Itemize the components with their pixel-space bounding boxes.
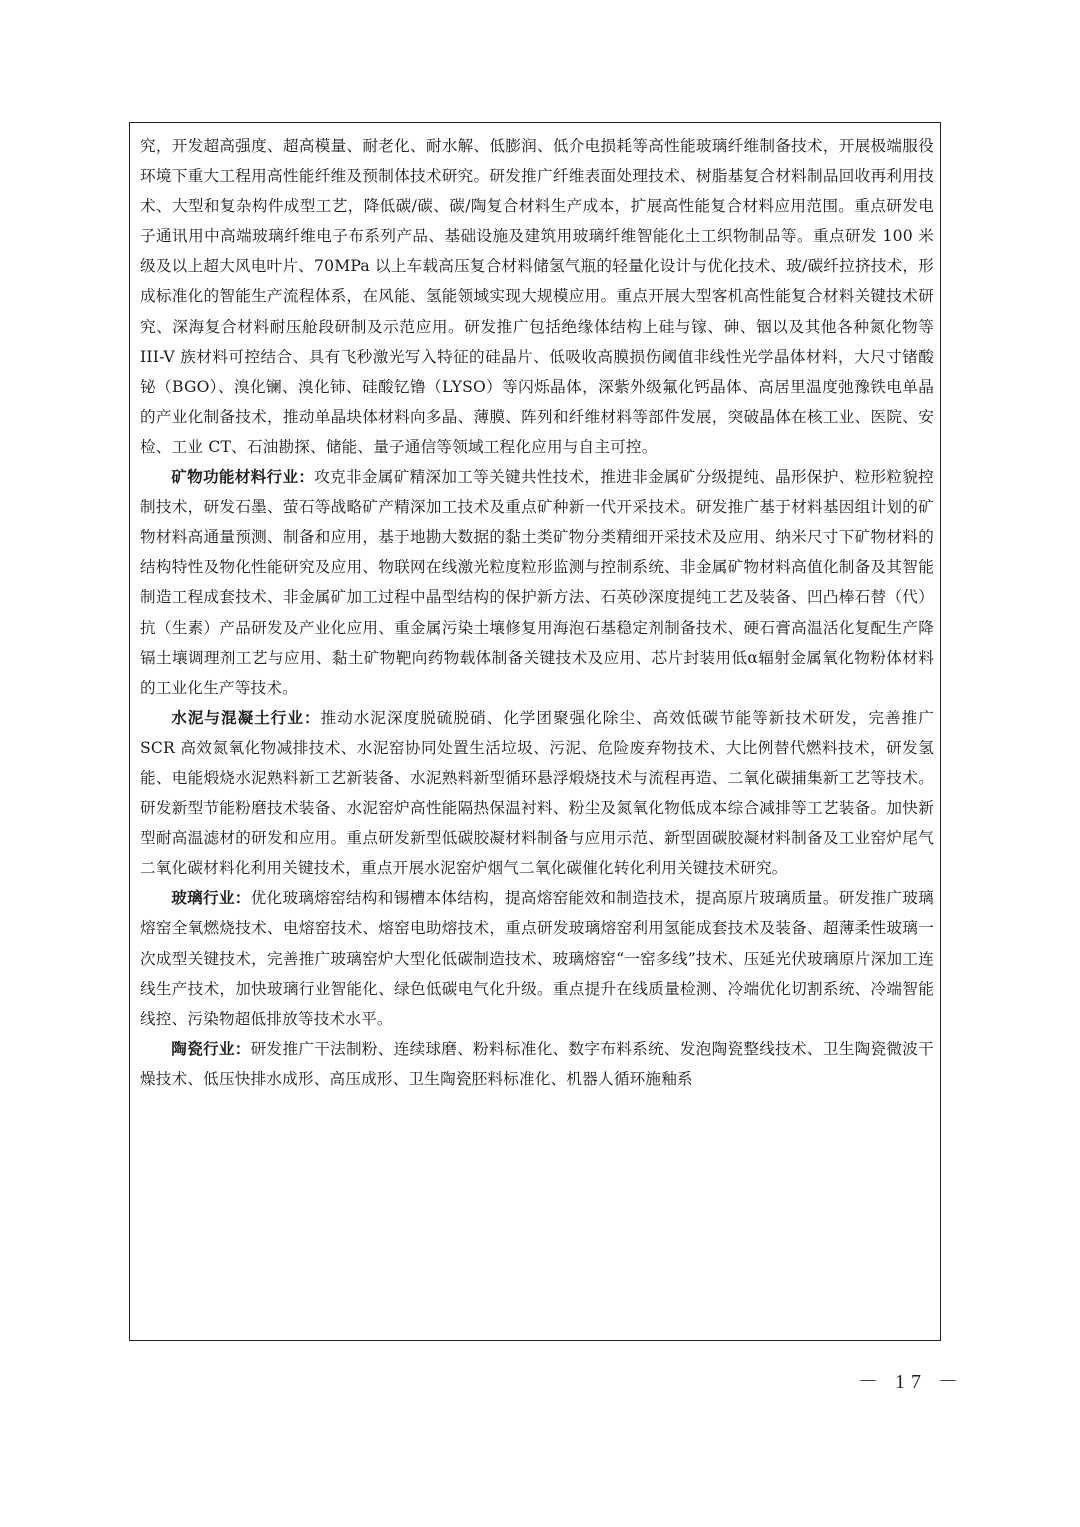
document-text-frame [129,122,941,1341]
paragraph-text: 推动水泥深度脱硫脱硝、化学团聚强化除尘、高效低碳节能等新技术研发，完善推广 SCR 高效氮氧化物减排技术、水泥窑协同处置生活垃圾、污泥、危险废弃物技术、大比例替代燃料技术，研发氢能、电能煅烧水泥熟料新工艺新装备、水泥熟料新型循环悬浮煅烧技术与流程再造、二氧化碳捕集新工艺等技术。研发新型节能粉磨技术装备、水泥窑炉高性能隔热保温衬料、粉尘及氮氧化物低成本综合减排等工艺装备。加快新型耐高温滤材的研发和应用。重点研发新型低碳胶凝材料制备与应用示范、新型固碳胶凝材料制备及工业窑炉尾气二氧化碳材料化利用关键技术，重点开展水泥窑炉烟气二氧化碳催化转化利用关键技术研究。 [140,708,934,878]
section-heading-mineral: 矿物功能材料行业： [171,468,315,487]
paragraph-text: 攻克非金属矿精深加工等关键共性技术，推进非金属矿分级提纯、晶形保护、粒形粒貌控制技术，研发石墨、萤石等战略矿产精深加工技术及重点矿种新一代开采技术。研发推广基于材料基因组计划的矿物材料高通量预测、制备和应用，基于地勘大数据的黏土类矿物分类精细开采技术及应用、纳米尺寸下矿物材料的结构特性及物化性能研究及应用、物联网在线激光粒度粒形监测与控制系统、非金属矿物材料高值化制备及其智能制造工程成套技术、非金属矿加工过程中晶型结构的保护新方法、石英砂深度提纯工艺及装备、凹凸棒石替（代）抗（生素）产品研发及产业化应用、重金属污染土壤修复用海泡石基稳定剂制备技术、硬石膏高温活化复配生产降镉土壤调理剂工艺与应用、黏土矿物靶向药物载体制备关键技术及应用、芯片封装用低α辐射金属氧化物粉体材料的工业化生产等技术。 [140,468,934,697]
page-number: － 17 － [858,1371,964,1393]
paragraph-mineral-materials [140,462,934,703]
paragraph-glass [140,883,934,1033]
section-heading-glass: 玻璃行业： [171,889,251,908]
paragraph-text: 优化玻璃熔窑结构和锡槽本体结构，提高熔窑能效和制造技术，提高原片玻璃质量。研发推广玻璃熔窑全氧燃烧技术、电熔窑技术、熔窑电助熔技术，重点研发玻璃熔窑利用氢能成套技术及装备、超薄柔性玻璃一次成型关键技术，完善推广玻璃窑炉大型化低碳制造技术、玻璃熔窑“一窑多线”技术、压延光伏玻璃原片深加工连线生产技术，加快玻璃行业智能化、绿色低碳电气化升级。重点提升在线质量检测、冷端优化切割系统、冷端智能线控、污染物超低排放等技术水平。 [140,889,934,1028]
paragraph-composites-crystals [140,131,934,462]
paragraph-cement-concrete [140,703,934,884]
paragraph-ceramics [140,1034,934,1094]
section-heading-ceramics: 陶瓷行业： [171,1039,251,1058]
paragraph-text: 研发推广干法制粉、连续球磨、粉料标准化、数字布料系统、发泡陶瓷整线技术、卫生陶瓷微波干燥技术、低压快排水成形、高压成形、卫生陶瓷胚料标准化、机器人循环施釉系 [140,1039,934,1088]
section-heading-cement: 水泥与混凝土行业： [171,708,321,727]
paragraph-text: 究，开发超高强度、超高模量、耐老化、耐水解、低膨润、低介电损耗等高性能玻璃纤维制备技术，开展极端服役环境下重大工程用高性能纤维及预制体技术研究。研发推广纤维表面处理技术、树脂基复合材料制品回收再利用技术、大型和复杂构件成型工艺，降低碳/碳、碳/陶复合材料生产成本，扩展高性能复合材料应用范围。重点研发电子通讯用中高端玻璃纤维电子布系列产品、基础设施及建筑用玻璃纤维智能化土工织物制品等。重点研发 100 米级及以上超大风电叶片、70MPa 以上车载高压复合材料储氢气瓶的轻量化设计与优化技术、玻/碳纤拉挤技术，形成标准化的智能生产流程体系，在风能、氢能领域实现大规模应用。重点开展大型客机高性能复合材料关键技术研究、深海复合材料耐压舱段研制及示范应用。研发推广包括绝缘体结构上硅与镓、砷、铟以及其他各种氮化物等 III-V 族材料可控结合、具有飞秒激光写入特征的硅晶片、低吸收高膜损伤阈值非线性光学晶体材料，大尺寸锗酸铋（BGO）、溴化镧、溴化铈、硅酸钇镥（LYSO）等闪烁晶体，深紫外级氟化钙晶体、高居里温度弛豫铁电单晶的产业化制备技术，推动单晶块体材料向多晶、薄膜、阵列和纤维材料等部件发展，突破晶体在核工业、医院、安检、工业 CT、石油勘探、储能、量子通信等领域工程化应用与自主可控。 [140,137,934,456]
